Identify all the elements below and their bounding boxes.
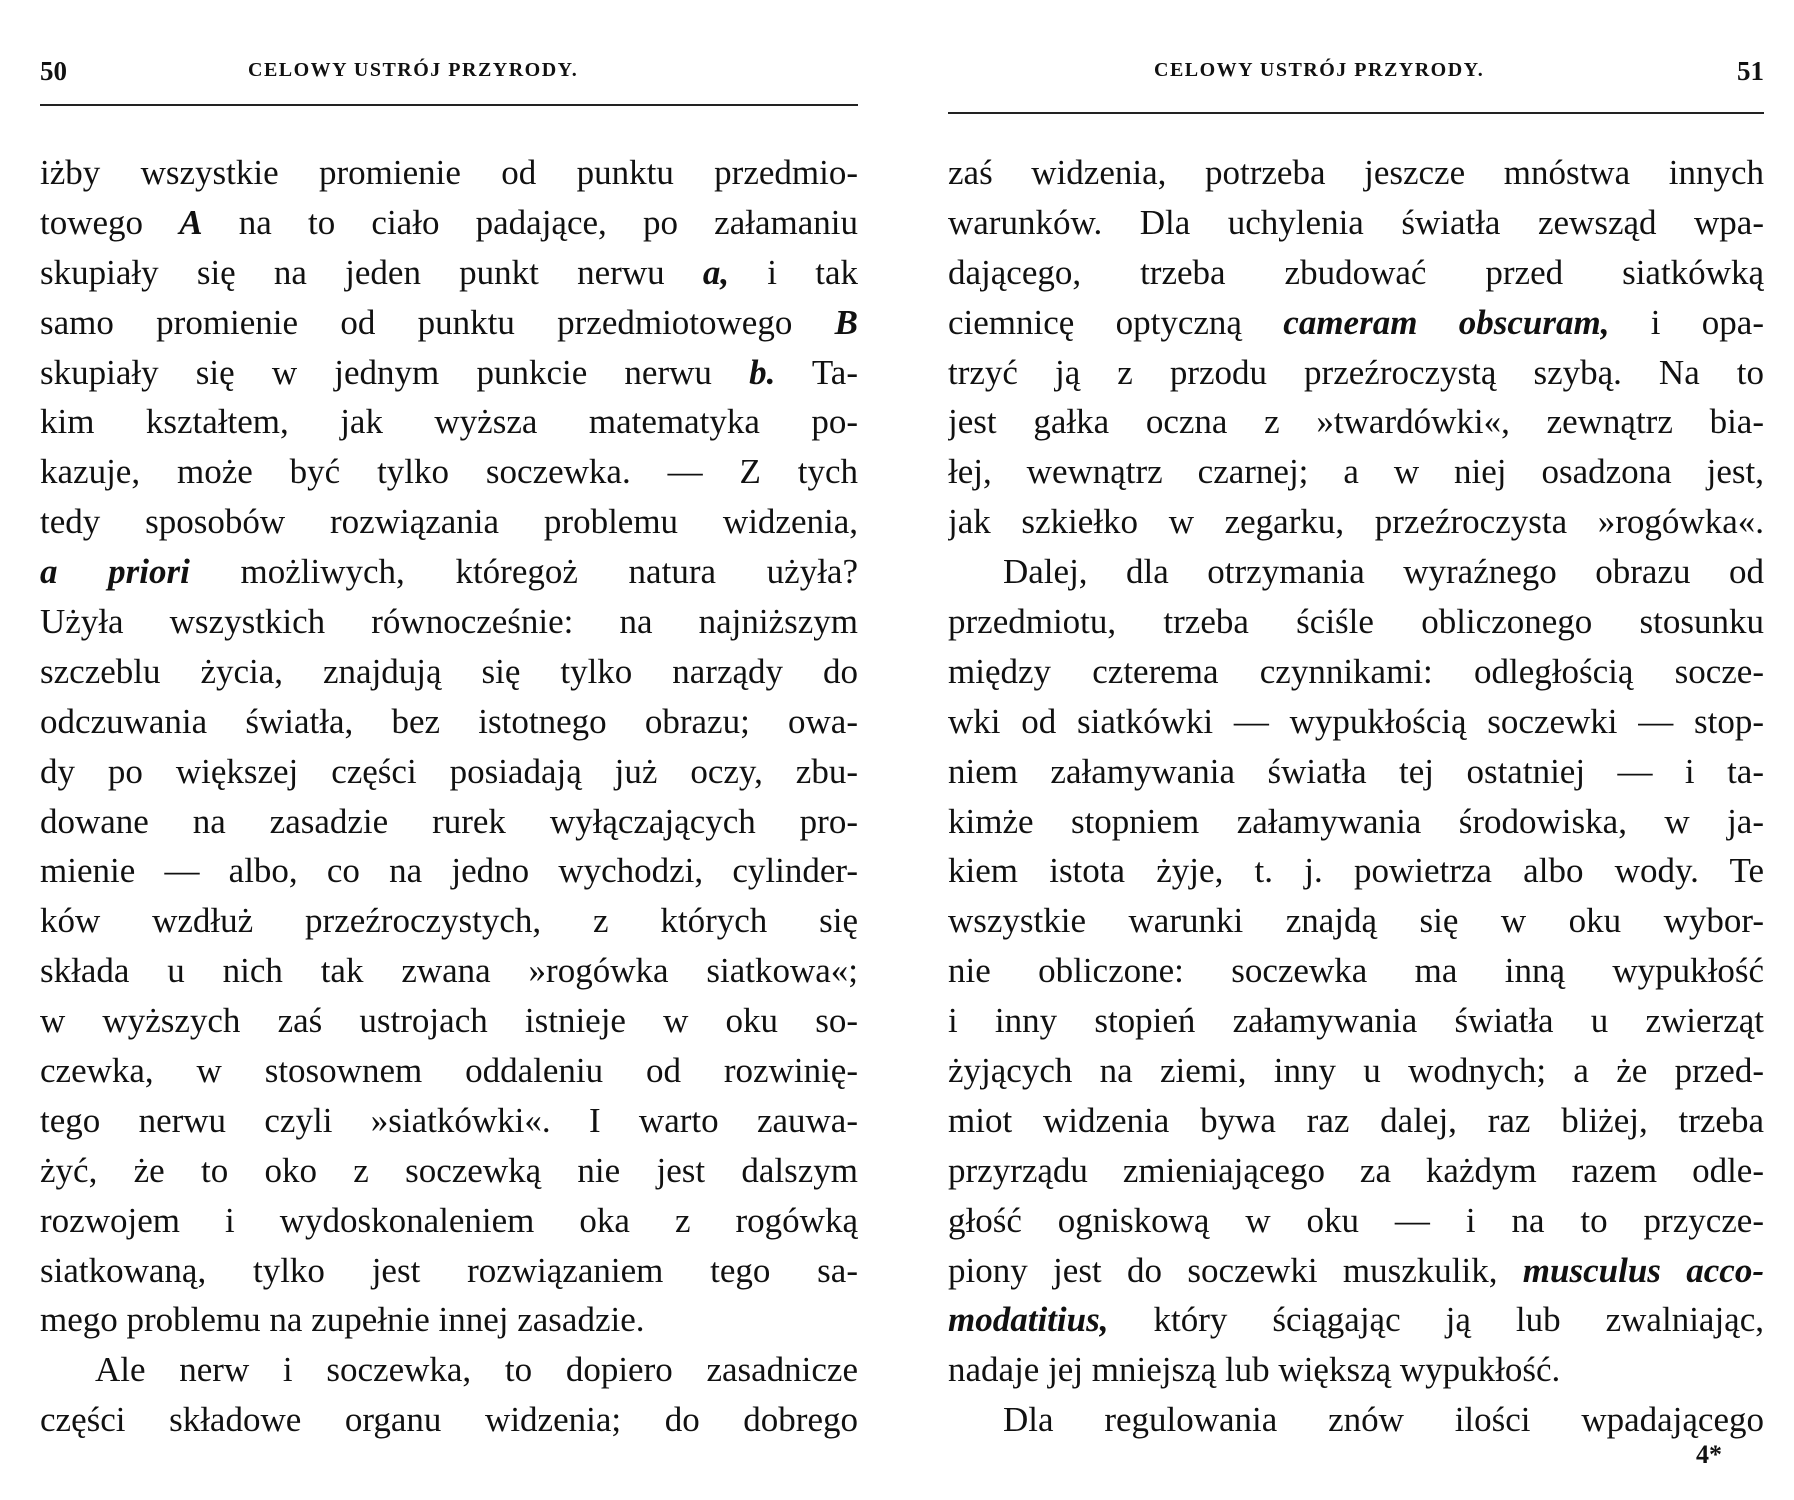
text-segment: jest gałka oczna z »twardówki«, zewnątrz bia- bbox=[948, 402, 1764, 442]
italic-text: B bbox=[834, 302, 858, 342]
text-segment: nadaje jej mniejszą lub większą wypukłość. bbox=[948, 1350, 1561, 1390]
text-line bbox=[40, 298, 858, 348]
text-segment: skupiały się w jednym punkcie nerwu bbox=[40, 352, 750, 392]
text-line bbox=[40, 248, 858, 298]
text-line bbox=[40, 996, 858, 1046]
running-head: CELOWY USTRÓJ PRZYRODY. bbox=[248, 59, 579, 81]
text-segment: towego bbox=[40, 202, 180, 242]
text-segment: i inny stopień załamywania światła u zwierząt bbox=[948, 1001, 1764, 1041]
text-line bbox=[948, 547, 1764, 597]
text-segment: czewka, w stosownem oddaleniu od rozwinię- bbox=[40, 1051, 858, 1091]
text-line bbox=[40, 198, 858, 248]
text-segment: mienie — albo, co na jedno wychodzi, cylinder- bbox=[40, 851, 858, 891]
text-line bbox=[948, 1046, 1764, 1096]
text-line bbox=[40, 597, 858, 647]
text-line bbox=[948, 298, 1764, 348]
text-segment: Użyła wszystkich równocześnie: na najniższym bbox=[40, 602, 858, 642]
text-line bbox=[40, 1146, 858, 1196]
text-line bbox=[948, 1146, 1764, 1196]
italic-text: a priori bbox=[40, 552, 190, 592]
text-segment: Ale nerw i soczewka, to dopiero zasadnicze bbox=[95, 1350, 858, 1390]
text-line bbox=[948, 1246, 1764, 1296]
text-segment: żyć, że to oko z soczewką nie jest dalszym bbox=[40, 1150, 858, 1190]
text-segment: składa u nich tak zwana »rogówka siatkowa«; bbox=[40, 951, 858, 991]
right-page bbox=[948, 0, 1764, 1500]
text-segment: siatkowaną, tylko jest rozwiązaniem tego sa- bbox=[40, 1250, 858, 1290]
italic-text: a, bbox=[702, 252, 730, 292]
text-line bbox=[40, 497, 858, 547]
text-segment: kimże stopniem załamywania środowiska, w ja- bbox=[948, 801, 1764, 841]
italic-text: musculus acco- bbox=[1522, 1250, 1764, 1290]
text-segment: tedy sposobów rozwiązania problemu widzenia, bbox=[40, 502, 858, 542]
text-segment: i tak bbox=[729, 252, 858, 292]
italic-text: modatitius, bbox=[948, 1300, 1109, 1340]
text-line bbox=[948, 1395, 1764, 1445]
text-segment: kazuje, może być tylko soczewka. — Z tych bbox=[40, 452, 858, 492]
signature-mark: 4* bbox=[1696, 1440, 1722, 1469]
text-segment: jak szkiełko w zegarku, przeźroczysta »rogówka«. bbox=[948, 502, 1764, 542]
text-segment: między czterema czynnikami: odległością socze- bbox=[948, 651, 1764, 691]
text-segment: w wyższych zaś ustrojach istnieje w oku so- bbox=[40, 1001, 858, 1041]
text-line bbox=[948, 1295, 1764, 1345]
text-segment: skupiały się na jeden punkt nerwu bbox=[40, 252, 703, 292]
text-segment: wki od siatkówki — wypukłością soczewki — stop- bbox=[948, 701, 1764, 741]
text-line bbox=[948, 1096, 1764, 1146]
text-line bbox=[948, 1196, 1764, 1246]
text-line bbox=[948, 447, 1764, 497]
text-segment: który ściągając ją lub zwalniając, bbox=[1108, 1300, 1764, 1340]
text-segment: kiem istota żyje, t. j. powietrza albo wody. Te bbox=[948, 851, 1764, 891]
text-line bbox=[948, 747, 1764, 797]
text-segment: głość ogniskową w oku — i na to przycze- bbox=[948, 1200, 1764, 1240]
text-line bbox=[40, 797, 858, 847]
text-segment: samo promienie od punktu przedmiotowego bbox=[40, 302, 835, 342]
text-line bbox=[40, 1046, 858, 1096]
text-segment: dowane na zasadzie rurek wyłączających pro- bbox=[40, 801, 858, 841]
running-head: CELOWY USTRÓJ PRZYRODY. bbox=[1154, 59, 1485, 81]
header-rule bbox=[948, 112, 1764, 114]
italic-text: A bbox=[179, 202, 203, 242]
text-segment: rozwojem i wydoskonaleniem oka z rogówką bbox=[40, 1200, 858, 1240]
italic-text: cameram obscuram, bbox=[1283, 302, 1610, 342]
text-segment: miot widzenia bywa raz dalej, raz bliżej, trzeba bbox=[948, 1100, 1764, 1140]
page-header bbox=[40, 56, 858, 90]
text-segment: przyrządu zmieniającego za każdym razem odle- bbox=[948, 1150, 1764, 1190]
text-line bbox=[40, 946, 858, 996]
text-line bbox=[948, 397, 1764, 447]
text-segment: możliwych, któregoż natura użyła? bbox=[189, 552, 858, 592]
text-line bbox=[948, 1345, 1764, 1395]
text-line bbox=[948, 497, 1764, 547]
page-number: 50 bbox=[40, 56, 67, 86]
text-segment: trzyć ją z przodu przeźroczystą szybą. Na to bbox=[948, 352, 1764, 392]
text-segment: odczuwania światła, bez istotnego obrazu; owa- bbox=[40, 701, 858, 741]
page-header bbox=[948, 56, 1764, 90]
text-segment: i opa- bbox=[1609, 302, 1764, 342]
italic-text: b. bbox=[749, 352, 776, 392]
text-segment: szczeblu życia, znajdują się tylko narządy do bbox=[40, 651, 858, 691]
page-number: 51 bbox=[1737, 56, 1764, 86]
text-segment: wszystkie warunki znajdą się w oku wybor- bbox=[948, 901, 1764, 941]
text-line bbox=[948, 846, 1764, 896]
text-segment: zaś widzenia, potrzeba jeszcze mnóstwa innych bbox=[948, 153, 1764, 192]
body-text bbox=[948, 148, 1764, 1445]
text-segment: iżby wszystkie promienie od punktu przedmio- bbox=[40, 153, 858, 192]
text-line bbox=[40, 896, 858, 946]
text-line bbox=[40, 1295, 858, 1345]
text-line bbox=[948, 348, 1764, 398]
text-line bbox=[40, 547, 858, 597]
text-segment: ków wzdłuż przeźroczystych, z których się bbox=[40, 901, 858, 941]
text-segment: przedmiotu, trzeba ściśle obliczonego stosunku bbox=[948, 602, 1764, 642]
text-line bbox=[40, 1096, 858, 1146]
text-segment: niem załamywania światła tej ostatniej — i ta- bbox=[948, 751, 1764, 791]
text-segment: Ta- bbox=[775, 352, 858, 392]
text-line bbox=[948, 896, 1764, 946]
body-text bbox=[40, 148, 858, 1445]
text-line bbox=[948, 946, 1764, 996]
header-rule bbox=[40, 104, 858, 106]
text-line bbox=[40, 647, 858, 697]
text-segment: tego nerwu czyli »siatkówki«. I warto zauwa- bbox=[40, 1100, 858, 1140]
text-segment: nie obliczone: soczewka ma inną wypukłość bbox=[948, 951, 1764, 991]
text-segment: kim kształtem, jak wyższa matematyka po- bbox=[40, 402, 858, 442]
text-line bbox=[948, 996, 1764, 1046]
text-line bbox=[40, 747, 858, 797]
text-line bbox=[948, 647, 1764, 697]
text-line bbox=[948, 248, 1764, 298]
text-line bbox=[948, 697, 1764, 747]
text-line bbox=[40, 1196, 858, 1246]
text-segment: na to ciało padające, po załamaniu bbox=[202, 202, 858, 242]
text-segment: mego problemu na zupełnie innej zasadzie. bbox=[40, 1300, 645, 1340]
text-segment: piony jest do soczewki muszkulik, bbox=[948, 1250, 1523, 1290]
text-segment: łej, wewnątrz czarnej; a w niej osadzona jest, bbox=[948, 452, 1764, 492]
text-segment: części składowe organu widzenia; do dobrego bbox=[40, 1400, 858, 1440]
left-page bbox=[40, 0, 858, 1500]
text-segment: warunków. Dla uchylenia światła zewsząd wpa- bbox=[948, 202, 1764, 242]
text-segment: dy po większej części posiadają już oczy, zbu- bbox=[40, 751, 858, 791]
text-line bbox=[40, 846, 858, 896]
text-line bbox=[40, 348, 858, 398]
text-segment: dającego, trzeba zbudować przed siatkówką bbox=[948, 252, 1764, 292]
text-line bbox=[948, 198, 1764, 248]
text-line bbox=[40, 148, 858, 198]
text-line bbox=[40, 397, 858, 447]
text-segment: Dalej, dla otrzymania wyraźnego obrazu od bbox=[1003, 552, 1764, 592]
text-line bbox=[40, 1395, 858, 1445]
text-line bbox=[948, 797, 1764, 847]
text-segment: żyjących na ziemi, inny u wodnych; a że przed- bbox=[948, 1051, 1764, 1091]
text-line bbox=[948, 148, 1764, 198]
text-line bbox=[40, 447, 858, 497]
text-segment: ciemnicę optyczną bbox=[948, 302, 1284, 342]
text-line bbox=[40, 697, 858, 747]
text-segment: Dla regulowania znów ilości wpadającego bbox=[1003, 1400, 1764, 1440]
text-line bbox=[948, 597, 1764, 647]
text-line bbox=[40, 1246, 858, 1296]
text-line bbox=[40, 1345, 858, 1395]
